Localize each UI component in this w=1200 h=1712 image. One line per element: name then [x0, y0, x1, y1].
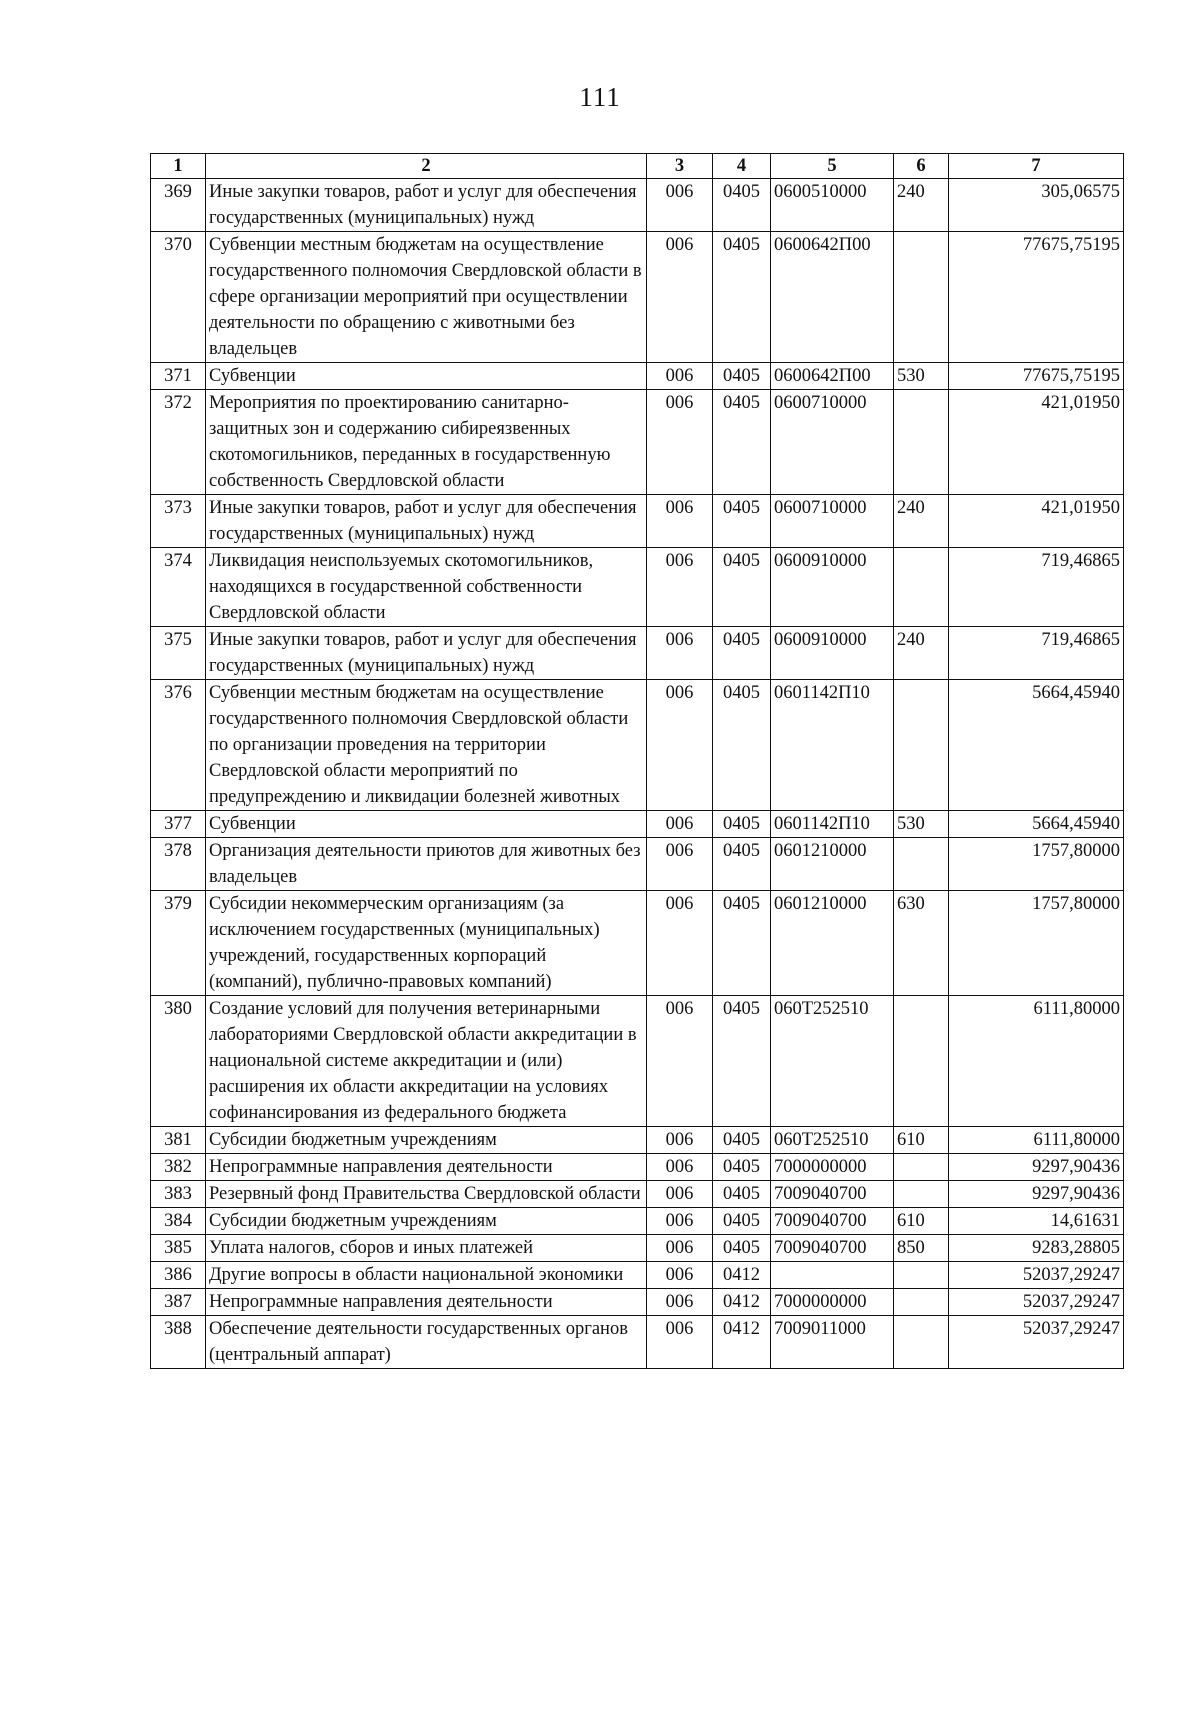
row-number: 375: [151, 627, 206, 680]
row-section: 0405: [713, 680, 771, 811]
row-amount: 52037,29247: [949, 1289, 1124, 1316]
table-row: [151, 179, 1124, 232]
table-row: [151, 838, 1124, 891]
row-amount: 77675,75195: [949, 363, 1124, 390]
row-section: 0405: [713, 1181, 771, 1208]
row-ved: 006: [647, 1235, 713, 1262]
row-target-article: 060Т252510: [771, 996, 894, 1127]
table-row: [151, 548, 1124, 627]
row-amount: 9283,28805: [949, 1235, 1124, 1262]
row-ved: 006: [647, 1181, 713, 1208]
row-number: 373: [151, 495, 206, 548]
row-target-article: 0601210000: [771, 891, 894, 996]
table-row: [151, 1262, 1124, 1289]
header-col-7: 7: [949, 154, 1124, 179]
row-number: 369: [151, 179, 206, 232]
row-name: Ликвидация неиспользуемых скотомогильников, находящихся в государственной собственности Свердловской области: [206, 548, 647, 627]
row-amount: 52037,29247: [949, 1316, 1124, 1369]
row-expense-type: [894, 1316, 949, 1369]
row-amount: 6111,80000: [949, 996, 1124, 1127]
row-expense-type: 240: [894, 627, 949, 680]
table-row: [151, 495, 1124, 548]
row-ved: 006: [647, 1154, 713, 1181]
row-expense-type: [894, 996, 949, 1127]
table-row: [151, 1289, 1124, 1316]
row-expense-type: 850: [894, 1235, 949, 1262]
row-amount: 719,46865: [949, 548, 1124, 627]
row-target-article: 0601210000: [771, 838, 894, 891]
header-col-3: 3: [647, 154, 713, 179]
row-amount: 305,06575: [949, 179, 1124, 232]
row-amount: 719,46865: [949, 627, 1124, 680]
table-row: [151, 1154, 1124, 1181]
row-expense-type: [894, 232, 949, 363]
row-name: Уплата налогов, сборов и иных платежей: [206, 1235, 647, 1262]
row-ved: 006: [647, 811, 713, 838]
table-row: [151, 1235, 1124, 1262]
table-row: [151, 1316, 1124, 1369]
row-name: Другие вопросы в области национальной экономики: [206, 1262, 647, 1289]
row-name: Мероприятия по проектированию санитарно-защитных зон и содержанию сибиреязвенных скотомогильников, переданных в государственную собственность Свердловской области: [206, 390, 647, 495]
row-number: 384: [151, 1208, 206, 1235]
row-expense-type: [894, 1262, 949, 1289]
row-amount: 421,01950: [949, 390, 1124, 495]
table-row: [151, 627, 1124, 680]
row-section: 0405: [713, 838, 771, 891]
row-expense-type: [894, 838, 949, 891]
row-target-article: 0601142П10: [771, 680, 894, 811]
row-expense-type: 240: [894, 179, 949, 232]
row-section: 0405: [713, 390, 771, 495]
row-ved: 006: [647, 996, 713, 1127]
row-number: 386: [151, 1262, 206, 1289]
header-row: [151, 154, 1124, 179]
table-body: [151, 179, 1124, 1369]
row-number: 383: [151, 1181, 206, 1208]
row-target-article: 0600510000: [771, 179, 894, 232]
row-expense-type: [894, 390, 949, 495]
row-ved: 006: [647, 1289, 713, 1316]
row-amount: 77675,75195: [949, 232, 1124, 363]
row-target-article: 0600710000: [771, 390, 894, 495]
row-ved: 006: [647, 363, 713, 390]
row-section: 0412: [713, 1289, 771, 1316]
row-section: 0412: [713, 1262, 771, 1289]
row-section: 0405: [713, 363, 771, 390]
row-number: 388: [151, 1316, 206, 1369]
header-col-4: 4: [713, 154, 771, 179]
row-amount: 1757,80000: [949, 838, 1124, 891]
header-col-6: 6: [894, 154, 949, 179]
row-ved: 006: [647, 627, 713, 680]
row-ved: 006: [647, 1127, 713, 1154]
row-name: Организация деятельности приютов для животных без владельцев: [206, 838, 647, 891]
row-ved: 006: [647, 1208, 713, 1235]
row-amount: 9297,90436: [949, 1154, 1124, 1181]
row-expense-type: [894, 1154, 949, 1181]
row-name: Иные закупки товаров, работ и услуг для обеспечения государственных (муниципальных) нужд: [206, 495, 647, 548]
row-section: 0405: [713, 1208, 771, 1235]
row-target-article: 7009011000: [771, 1316, 894, 1369]
row-ved: 006: [647, 548, 713, 627]
row-number: 372: [151, 390, 206, 495]
row-name: Обеспечение деятельности государственных органов (центральный аппарат): [206, 1316, 647, 1369]
row-expense-type: [894, 1181, 949, 1208]
row-section: 0412: [713, 1316, 771, 1369]
row-section: 0405: [713, 996, 771, 1127]
row-ved: 006: [647, 1316, 713, 1369]
row-target-article: 0600710000: [771, 495, 894, 548]
row-number: 382: [151, 1154, 206, 1181]
row-amount: 5664,45940: [949, 811, 1124, 838]
row-section: 0405: [713, 495, 771, 548]
row-section: 0405: [713, 1235, 771, 1262]
row-amount: 52037,29247: [949, 1262, 1124, 1289]
row-expense-type: 530: [894, 363, 949, 390]
header-col-5: 5: [771, 154, 894, 179]
row-target-article: 0600642П00: [771, 232, 894, 363]
row-expense-type: 610: [894, 1208, 949, 1235]
table-row: [151, 996, 1124, 1127]
page-number: 111: [579, 82, 621, 112]
row-target-article: [771, 1262, 894, 1289]
row-target-article: 0600910000: [771, 627, 894, 680]
row-name: Иные закупки товаров, работ и услуг для обеспечения государственных (муниципальных) нужд: [206, 179, 647, 232]
table-row: [151, 390, 1124, 495]
row-expense-type: [894, 548, 949, 627]
row-ved: 006: [647, 495, 713, 548]
row-section: 0405: [713, 232, 771, 363]
row-number: 381: [151, 1127, 206, 1154]
table-row: [151, 363, 1124, 390]
row-target-article: 7009040700: [771, 1208, 894, 1235]
row-expense-type: 530: [894, 811, 949, 838]
row-number: 380: [151, 996, 206, 1127]
row-expense-type: 240: [894, 495, 949, 548]
row-name: Создание условий для получения ветеринарными лабораториями Свердловской области аккредитации в национальной системе аккредитации и (или) расширения их области аккредитации на условиях софинансирования из федерального бюджета: [206, 996, 647, 1127]
row-amount: 5664,45940: [949, 680, 1124, 811]
row-section: 0405: [713, 548, 771, 627]
row-ved: 006: [647, 891, 713, 996]
row-target-article: 0600910000: [771, 548, 894, 627]
row-expense-type: [894, 680, 949, 811]
row-number: 376: [151, 680, 206, 811]
table-row: [151, 891, 1124, 996]
row-name: Субсидии некоммерческим организациям (за исключением государственных (муниципальных) учреждений, государственных корпораций (компаний), публично-правовых компаний): [206, 891, 647, 996]
row-amount: 9297,90436: [949, 1181, 1124, 1208]
table-row: [151, 811, 1124, 838]
row-amount: 6111,80000: [949, 1127, 1124, 1154]
header-col-2: 2: [206, 154, 647, 179]
row-name: Субвенции местным бюджетам на осуществление государственного полномочия Свердловской области по организации проведения на территории Свердловской области мероприятий по предупреждению и ликвидации болезней животных: [206, 680, 647, 811]
row-number: 379: [151, 891, 206, 996]
row-target-article: 7009040700: [771, 1235, 894, 1262]
row-number: 371: [151, 363, 206, 390]
row-ved: 006: [647, 232, 713, 363]
row-amount: 1757,80000: [949, 891, 1124, 996]
row-number: 370: [151, 232, 206, 363]
row-amount: 421,01950: [949, 495, 1124, 548]
row-amount: 14,61631: [949, 1208, 1124, 1235]
row-target-article: 7000000000: [771, 1154, 894, 1181]
row-name: Субсидии бюджетным учреждениям: [206, 1208, 647, 1235]
row-expense-type: 630: [894, 891, 949, 996]
row-section: 0405: [713, 1154, 771, 1181]
row-name: Субвенции местным бюджетам на осуществление государственного полномочия Свердловской области в сфере организации мероприятий при осуществлении деятельности по обращению с животными без владельцев: [206, 232, 647, 363]
row-number: 377: [151, 811, 206, 838]
row-target-article: 7009040700: [771, 1181, 894, 1208]
row-target-article: 7000000000: [771, 1289, 894, 1316]
table-row: [151, 1181, 1124, 1208]
row-section: 0405: [713, 891, 771, 996]
row-target-article: 0600642П00: [771, 363, 894, 390]
row-name: Резервный фонд Правительства Свердловской области: [206, 1181, 647, 1208]
row-number: 385: [151, 1235, 206, 1262]
row-number: 374: [151, 548, 206, 627]
row-name: Субсидии бюджетным учреждениям: [206, 1127, 647, 1154]
row-section: 0405: [713, 179, 771, 232]
row-expense-type: [894, 1289, 949, 1316]
row-number: 387: [151, 1289, 206, 1316]
row-name: Иные закупки товаров, работ и услуг для обеспечения государственных (муниципальных) нужд: [206, 627, 647, 680]
table-row: [151, 1208, 1124, 1235]
row-ved: 006: [647, 838, 713, 891]
row-ved: 006: [647, 179, 713, 232]
row-number: 378: [151, 838, 206, 891]
row-name: Субвенции: [206, 811, 647, 838]
table-row: [151, 232, 1124, 363]
row-target-article: 0601142П10: [771, 811, 894, 838]
row-target-article: 060Т252510: [771, 1127, 894, 1154]
table-row: [151, 1127, 1124, 1154]
budget-table: [150, 153, 1124, 1369]
row-name: Субвенции: [206, 363, 647, 390]
row-name: Непрограммные направления деятельности: [206, 1289, 647, 1316]
row-name: Непрограммные направления деятельности: [206, 1154, 647, 1181]
row-ved: 006: [647, 390, 713, 495]
row-expense-type: 610: [894, 1127, 949, 1154]
row-ved: 006: [647, 1262, 713, 1289]
row-section: 0405: [713, 1127, 771, 1154]
table-row: [151, 680, 1124, 811]
header-col-1: 1: [151, 154, 206, 179]
row-section: 0405: [713, 627, 771, 680]
row-ved: 006: [647, 680, 713, 811]
row-section: 0405: [713, 811, 771, 838]
